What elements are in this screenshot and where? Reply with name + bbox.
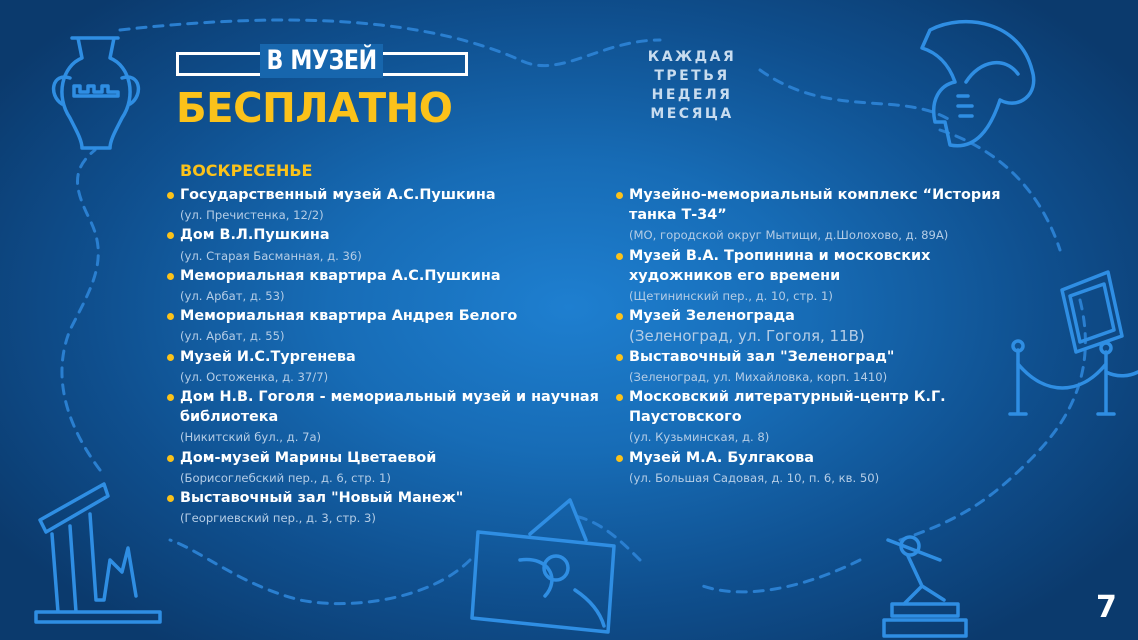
museum-address: (ул. Арбат, д. 55) [180,329,285,344]
bullet-icon [167,455,174,462]
museum-item [166,488,606,528]
museum-address: (ул. Пречистенка, 12/2) [180,208,324,223]
bullet-icon [167,495,174,502]
museum-address: (Щетининский пер., д. 10, стр. 1) [629,289,833,304]
bullet-icon [616,394,623,401]
museum-list-left [166,185,606,528]
museum-address: (Зеленоград, ул. Гоголя, 11В) [629,327,865,346]
museum-address: (ул. Остоженка, д. 37/7) [180,369,329,384]
bullet-icon [167,232,174,239]
museum-item [166,387,606,448]
schedule-line: МЕСЯЦА [650,106,734,122]
museum-address: (Зеленоград, ул. Михайловка, корп. 1410) [629,369,888,384]
bullet-icon [167,192,174,199]
bullet-icon [616,313,623,320]
museum-address: (МО, городской округ Мытищи, д.Шолохово, д. 89А) [629,228,949,243]
schedule-line: ТРЕТЬЯ [654,68,730,84]
museum-item [615,448,1015,488]
museum-address: (Борисоглебский пер., д. 6, стр. 1) [180,470,391,485]
picture-frame-icon [1062,272,1122,352]
museum-address: (ул. Старая Басманная, д. 36) [180,248,362,263]
museum-name: Музей М.А. Булгакова [629,449,814,466]
museum-name: Мемориальная квартира Андрея Белого [180,308,518,325]
logo-title-bottom: БЕСПЛАТНО [176,84,453,132]
schedule-line: НЕДЕЛЯ [651,87,733,103]
museum-name: Музей В.А. Тропинина и московских художников его времени [629,247,931,284]
bullet-icon [616,354,623,361]
bullet-icon [167,394,174,401]
museum-address: (ул. Арбат, д. 53) [180,289,285,304]
bullet-icon [616,253,623,260]
statue-icon [884,537,966,636]
bullet-icon [616,192,623,199]
museum-name: Музейно-мемориальный комплекс “История танка Т-34” [629,187,1001,224]
museum-item [166,185,606,225]
gladiator-helmet-icon [922,22,1034,146]
museum-item [166,306,606,346]
rope-barrier-icon [1010,341,1138,414]
museum-item [615,185,1015,246]
museum-name: Музей И.С.Тургенева [180,348,356,365]
bullet-icon [167,354,174,361]
museum-name: Дом В.Л.Пушкина [180,227,330,244]
schedule-line: КАЖДАЯ [647,49,737,65]
museum-name: Московский литературный-центр К.Г. Паустовского [629,389,946,426]
museum-name: Мемориальная квартира А.С.Пушкина [180,267,501,284]
museum-item [166,266,606,306]
museum-item [615,306,1015,346]
museum-item [166,448,606,488]
museum-item [615,387,1015,448]
amphora-icon [54,38,139,148]
museum-name: Выставочный зал "Новый Манеж" [180,490,464,507]
museum-name: Дом Н.В. Гоголя - мемориальный музей и научная библиотека [180,389,599,426]
museum-address: (Никитский бул., д. 7а) [180,430,322,445]
ruined-column-icon [36,484,160,622]
museum-name: Выставочный зал "Зеленоград" [629,348,895,365]
museum-name: Государственный музей А.С.Пушкина [180,187,496,203]
day-heading: ВОСКРЕСЕНЬЕ [180,161,313,180]
museum-address: (ул. Большая Садовая, д. 10, п. 6, кв. 50) [629,470,880,485]
museum-item [615,246,1015,307]
museum-name: Музей Зеленограда [629,308,795,325]
logo-title-top: В МУЗЕЙ [260,44,383,78]
museum-name: Дом-музей Марины Цветаевой [180,449,437,466]
bullet-icon [167,273,174,280]
museum-address: (Георгиевский пер., д. 3, стр. 3) [180,511,376,526]
museum-item [615,347,1015,387]
museum-item [166,347,606,387]
museum-list-right [615,185,1015,488]
museum-address: (ул. Кузьминская, д. 8) [629,430,770,445]
museum-item [166,225,606,265]
schedule-text [636,48,748,124]
page-number: 7 [1096,590,1117,625]
bullet-icon [616,455,623,462]
bullet-icon [167,313,174,320]
